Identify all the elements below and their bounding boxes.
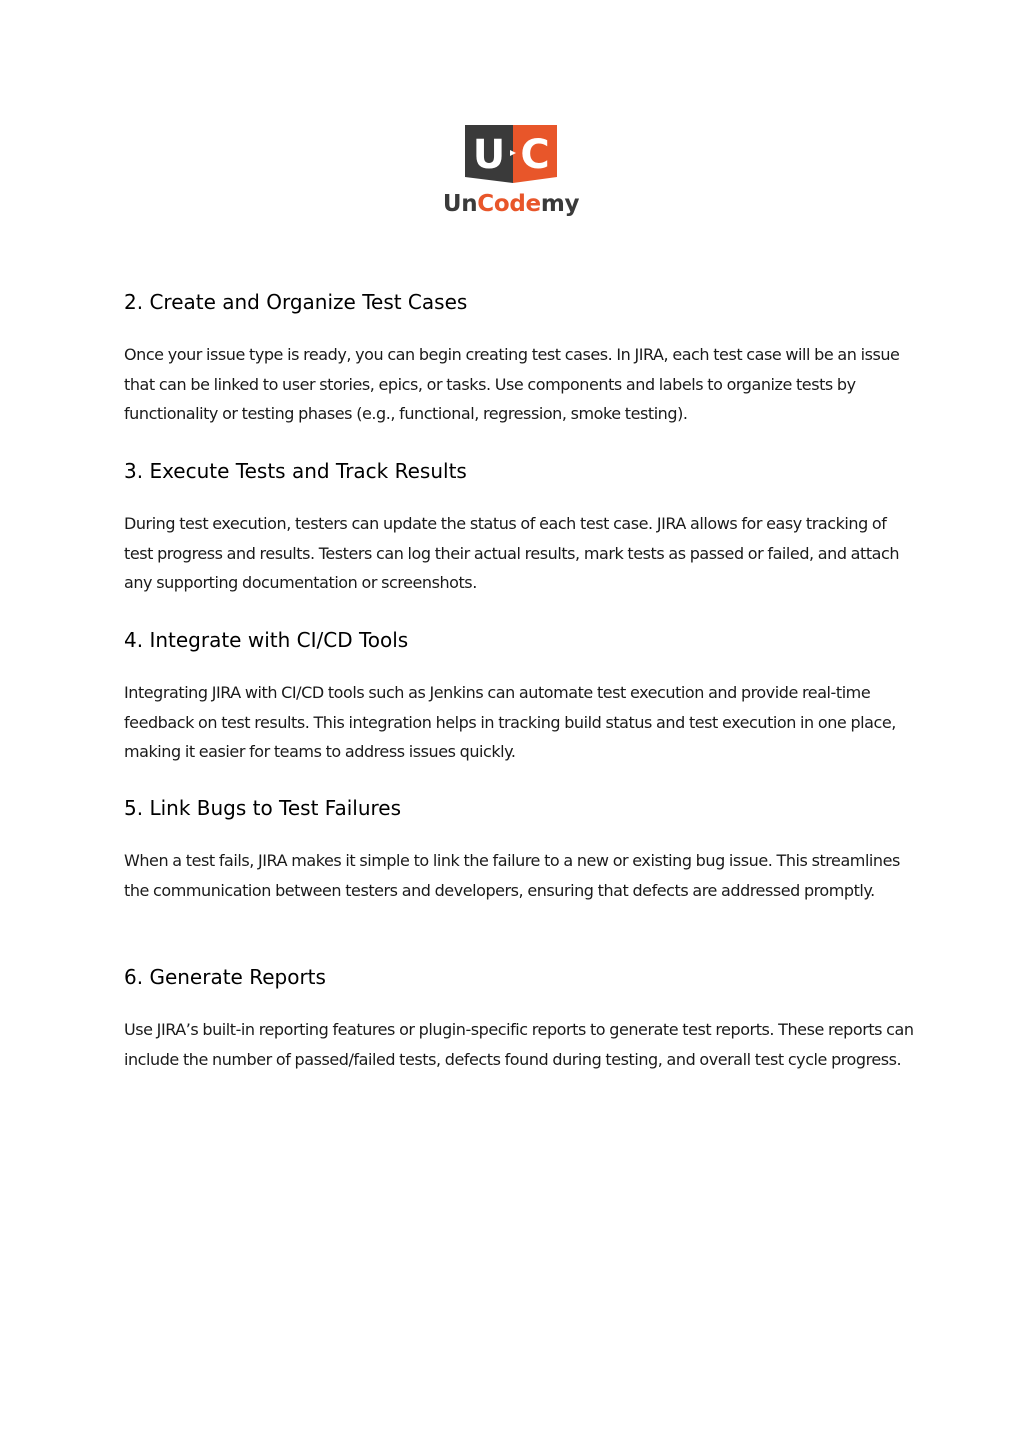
logo-wordmark-un: Un: [442, 191, 478, 217]
logo-wordmark-my: my: [540, 191, 580, 217]
section-heading: 2. Create and Organize Test Cases: [124, 290, 468, 314]
logo-mark-right-letter: C: [520, 132, 550, 178]
section-heading: 5. Link Bugs to Test Failures: [124, 796, 402, 820]
section-link-bugs: [124, 794, 914, 905]
logo-wordmark-code: Code: [477, 191, 541, 217]
section-paragraph: Integrating JIRA with CI/CD tools such as Jenkins can automate test execution and provide real-time feedback on test results. This integration helps in tracking build status and test execution in one place, making it easier for teams to address issues quickly.: [124, 683, 896, 762]
section-integrate-cicd: [124, 626, 914, 767]
section-create-organize: [124, 288, 914, 429]
section-generate-reports: [124, 963, 914, 1074]
section-paragraph: When a test fails, JIRA makes it simple to link the failure to a new or existing bug issue. This streamlines the communication between testers and developers, ensuring that defects are addressed promptly.: [124, 851, 900, 900]
section-heading: 3. Execute Tests and Track Results: [124, 459, 467, 483]
section-execute-track: [124, 457, 914, 598]
section-heading: 4. Integrate with CI/CD Tools: [124, 628, 409, 652]
section-paragraph: During test execution, testers can update the status of each test case. JIRA allows for easy tracking of test progress and results. Testers can log their actual results, mark tests as passed or failed, and attach any supporting documentation or screenshots.: [124, 514, 900, 593]
uc-logo-mark-icon: [434, 122, 588, 186]
section-paragraph: Use JIRA’s built-in reporting features or plugin-specific reports to generate test reports. These reports can include the number of passed/failed tests, defects found during testing, and overall test cycle progress.: [124, 1020, 914, 1069]
section-paragraph: Once your issue type is ready, you can begin creating test cases. In JIRA, each test case will be an issue that can be linked to user stories, epics, or tasks. Use components and labels to organize tests by functionality or testing phases (e.g., functional, regression, smoke testing).: [124, 345, 900, 424]
section-heading: 6. Generate Reports: [124, 965, 326, 989]
logo-wordmark: [434, 188, 588, 220]
logo-mark-left-letter: U: [472, 132, 506, 178]
uncodemy-logo: [434, 122, 588, 224]
